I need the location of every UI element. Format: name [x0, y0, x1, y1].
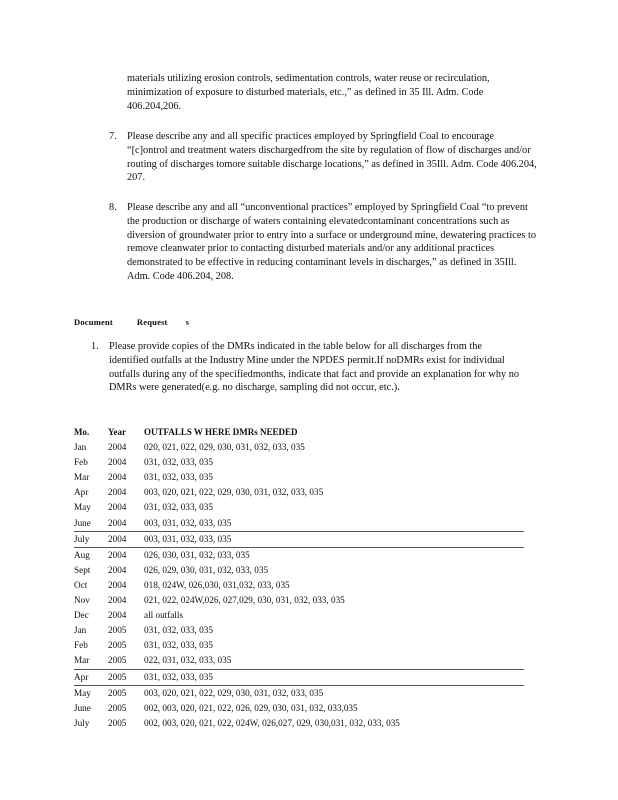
month-cell: Feb — [74, 640, 88, 651]
month-cell: July — [74, 531, 108, 547]
year-cell: 2005 — [108, 702, 127, 713]
month-cell: Apr — [74, 669, 108, 685]
question-text: Please describe any and all “unconventional practices” employed by Springfield Coal “to prevent the production or discharge of waters containing elevatedcontaminant concentrations such as diversion of groundwater prior to entry into a surface or underground mine, dewatering practices to remove cleanwater prior to contacting disturbed materials and/or any additional practices demonstrated to be effective in reducing contaminant levels in discharges,” as defined in 35Ill. Adm. Code 406.204, 208. — [127, 202, 536, 282]
question-number: 7. — [109, 131, 117, 142]
outfalls-cell: 002, 003, 020, 021, 022, 026, 029, 030, 031, 032, 033,035 — [144, 702, 358, 713]
year-cell: 2004 — [108, 531, 144, 547]
outfalls-cell: 002, 003, 020, 021, 022, 024W, 026,027, 029, 030,031, 032, 033, 035 — [144, 717, 400, 728]
table-row — [74, 547, 524, 563]
year-cell: 2004 — [108, 472, 127, 483]
year-cell: 2004 — [108, 517, 127, 528]
table-row — [74, 623, 524, 638]
outfalls-cell: 031, 032, 033, 035 — [144, 625, 213, 636]
heading-word-request: Request — [136, 317, 168, 327]
year-cell: 2005 — [108, 669, 144, 685]
month-cell: Sept — [74, 564, 91, 575]
table-row — [74, 455, 524, 470]
table-row — [74, 593, 524, 608]
outfalls-cell: 031, 032, 033, 035 — [144, 472, 213, 483]
outfalls-cell: 022, 031, 032, 033, 035 — [144, 655, 232, 666]
outfalls-cell: 003, 020, 021, 022, 029, 030, 031, 032, 033, 035 — [144, 487, 324, 498]
table-row — [74, 531, 524, 547]
intro-paragraph-text: materials utilizing erosion controls, sedimentation controls, water reuse or recirculation, minimization of exposure to disturbed materials, etc.,” as defined in 35 Ill. Adm. Code 406.204,206. — [127, 73, 490, 112]
year-cell: 2004 — [108, 564, 127, 575]
outfalls-cell: 031, 032, 033, 035 — [144, 457, 213, 468]
year-cell: 2004 — [108, 579, 127, 590]
outfalls-cell: 031, 032, 033, 035 — [144, 640, 213, 651]
request-number: 1. — [91, 341, 99, 352]
table-row — [74, 578, 524, 593]
outfalls-cell: 031, 032, 033, 035 — [144, 502, 213, 513]
table-row — [74, 563, 524, 578]
outfalls-cell: 003, 031, 032, 033, 035 — [144, 531, 524, 547]
section-heading — [74, 316, 189, 330]
table-row — [74, 608, 524, 623]
month-cell: July — [74, 717, 90, 728]
year-cell: 2004 — [108, 610, 127, 621]
table-row — [74, 716, 524, 731]
month-cell: Aug — [74, 549, 90, 560]
year-cell: 2004 — [108, 442, 127, 453]
month-cell: Oct — [74, 579, 88, 590]
table-row — [74, 638, 524, 653]
table-row — [74, 653, 524, 669]
month-cell: Feb — [74, 457, 88, 468]
question-number: 8. — [109, 202, 117, 213]
year-cell: 2004 — [108, 487, 127, 498]
year-cell: 2005 — [108, 717, 127, 728]
outfalls-cell: 003, 031, 032, 033, 035 — [144, 517, 232, 528]
year-cell: 2004 — [108, 595, 127, 606]
dmr-table — [74, 425, 524, 731]
outfalls-cell: 031, 032, 033, 035 — [144, 669, 524, 685]
year-cell: 2004 — [108, 502, 127, 513]
table-row — [74, 485, 524, 500]
year-cell: 2004 — [108, 549, 127, 560]
month-cell: June — [74, 702, 91, 713]
column-header-outfalls: OUTFALLS W HERE DMRs NEEDED — [144, 427, 298, 437]
month-cell: Mar — [74, 655, 90, 666]
month-cell: Mar — [74, 472, 90, 483]
table-row — [74, 470, 524, 485]
month-cell: Dec — [74, 610, 89, 621]
table-row — [74, 669, 524, 685]
column-header-year: Year — [108, 427, 126, 437]
heading-word-s: s — [185, 317, 190, 327]
outfalls-cell: all outfalls — [144, 610, 184, 621]
month-cell: Jan — [74, 625, 87, 636]
year-cell: 2005 — [108, 655, 127, 666]
outfalls-cell: 021, 022, 024W,026, 027,029, 030, 031, 032, 033, 035 — [144, 595, 345, 606]
question-text: Please describe any and all specific practices employed by Springfield Coal to encourage “[c]ontrol and treatment waters dischargedfrom the site by regulation of flow of discharges and/or routing of discharges tomore suitable discharge locations,” as defined in 35Ill. Adm. Code 406.204, 207. — [127, 131, 537, 184]
outfalls-cell: 026, 029, 030, 031, 032, 033, 035 — [144, 564, 269, 575]
outfalls-cell: 026, 030, 031, 032, 033, 035 — [144, 549, 250, 560]
month-cell: June — [74, 517, 91, 528]
table-row — [74, 701, 524, 716]
month-cell: May — [74, 502, 91, 513]
table-row — [74, 500, 524, 515]
year-cell: 2005 — [108, 625, 127, 636]
heading-word-document: Document — [74, 317, 113, 327]
month-cell: Apr — [74, 487, 89, 498]
table-row — [74, 440, 524, 455]
year-cell: 2005 — [108, 687, 127, 698]
outfalls-cell: 020, 021, 022, 029, 030, 031, 032, 033, 035 — [144, 442, 305, 453]
table-row — [74, 516, 524, 532]
table-header-row — [74, 425, 524, 440]
year-cell: 2004 — [108, 457, 127, 468]
month-cell: Jan — [74, 442, 87, 453]
month-cell: Nov — [74, 595, 90, 606]
outfalls-cell: 018, 024W, 026,030, 031,032, 033, 035 — [144, 579, 290, 590]
column-header-month: Mo. — [74, 427, 90, 437]
request-text: Please provide copies of the DMRs indicated in the table below for all discharges from the identified outfalls at the Industry Mine under the NPDES permit.If noDMRs exist for individual outfalls during any of the specifiedmonths, indicate that fact and provide an explanation for why no DMRs were generated(e.g. no discharge, sampling did not occur, etc.). — [109, 341, 520, 394]
month-cell: May — [74, 687, 91, 698]
outfalls-cell: 003, 020, 021, 022, 029, 030, 031, 032, 033, 035 — [144, 687, 324, 698]
year-cell: 2005 — [108, 640, 127, 651]
intro-paragraph — [127, 72, 537, 113]
table-row — [74, 685, 524, 701]
